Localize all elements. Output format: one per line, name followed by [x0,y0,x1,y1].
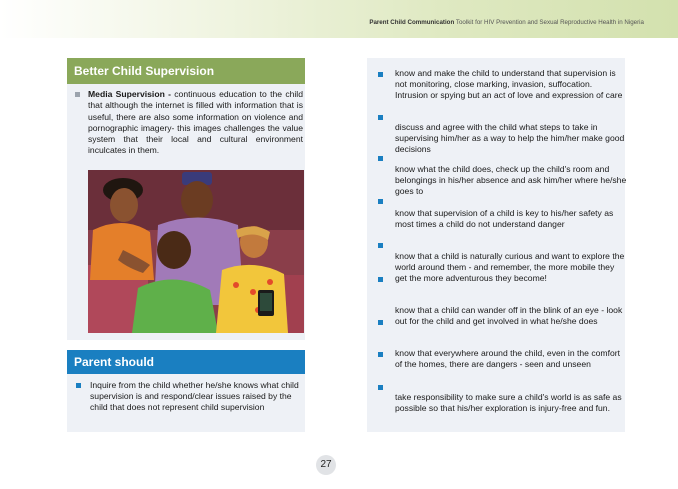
media-text: continuous education to the child that although the internet is filled with information that is useful, there are also some information on violence and pornographic imagery- this images challenges the value system that their local and cultural environment inculcates in them. [88,89,303,156]
bullet-icon [378,156,383,161]
list-item: know that a child can wander off in the blink of an eye - look out for the child and get involved in what he/she does [395,305,623,326]
bullet-icon [378,115,383,120]
list-item: take responsibility to make sure a child's world is as safe as possible so that his/her exploration is injury-free and fun. [395,392,622,413]
bullet-icon [378,352,383,357]
list-item: know that supervision of a child is key to his/her safety as most times a child do not understand danger [395,208,614,229]
family-illustration-image [88,170,304,333]
bullet-icon [378,277,383,282]
bullet-icon [378,72,383,77]
media-lead: Media Supervision - [88,89,175,99]
parent-should-title: Parent should [67,350,305,374]
bullet-icon [75,92,80,97]
bullet-icon [378,385,383,390]
list-item: discuss and agree with the child what steps to take in supervising him/her as a way to help the him/her make good decisions [395,122,625,154]
bullet-icon [378,320,383,325]
family-illustration [88,170,304,333]
parent-item: Inquire from the child whether he/she knows what child supervision is and respond/clear issues raised by the child that does not represent child supervision [90,380,299,412]
running-header [369,19,644,26]
page-number: 27 [316,455,336,475]
list-item: know that everywhere around the child, even in the comfort of the homes, there are dangers - seen and unseen [395,348,620,369]
supervision-list-panel [367,58,625,432]
list-item: know that a child is naturally curious and want to explore the world around them - and remember, the more mobile they get the more adventurous they become! [395,251,625,283]
bullet-icon [378,243,383,248]
list-item: know and make the child to understand that supervision is not monitoring, close marking, invasion, suffocation. Intrusion or spying but an act of love and expression of care [395,68,623,100]
list-item: know what the child does, check up the child's room and belongings in his/her absence and ask him/her where he/she goes to [395,164,627,196]
bullet-icon [76,383,81,388]
header-title-rest: Toolkit for HIV Prevention and Sexual Reproductive Health in Nigeria [454,19,644,26]
bullet-icon [378,199,383,204]
section-title: Better Child Supervision [67,58,305,84]
media-supervision-paragraph [88,89,303,157]
header-title-bold: Parent Child Communication [369,19,455,26]
